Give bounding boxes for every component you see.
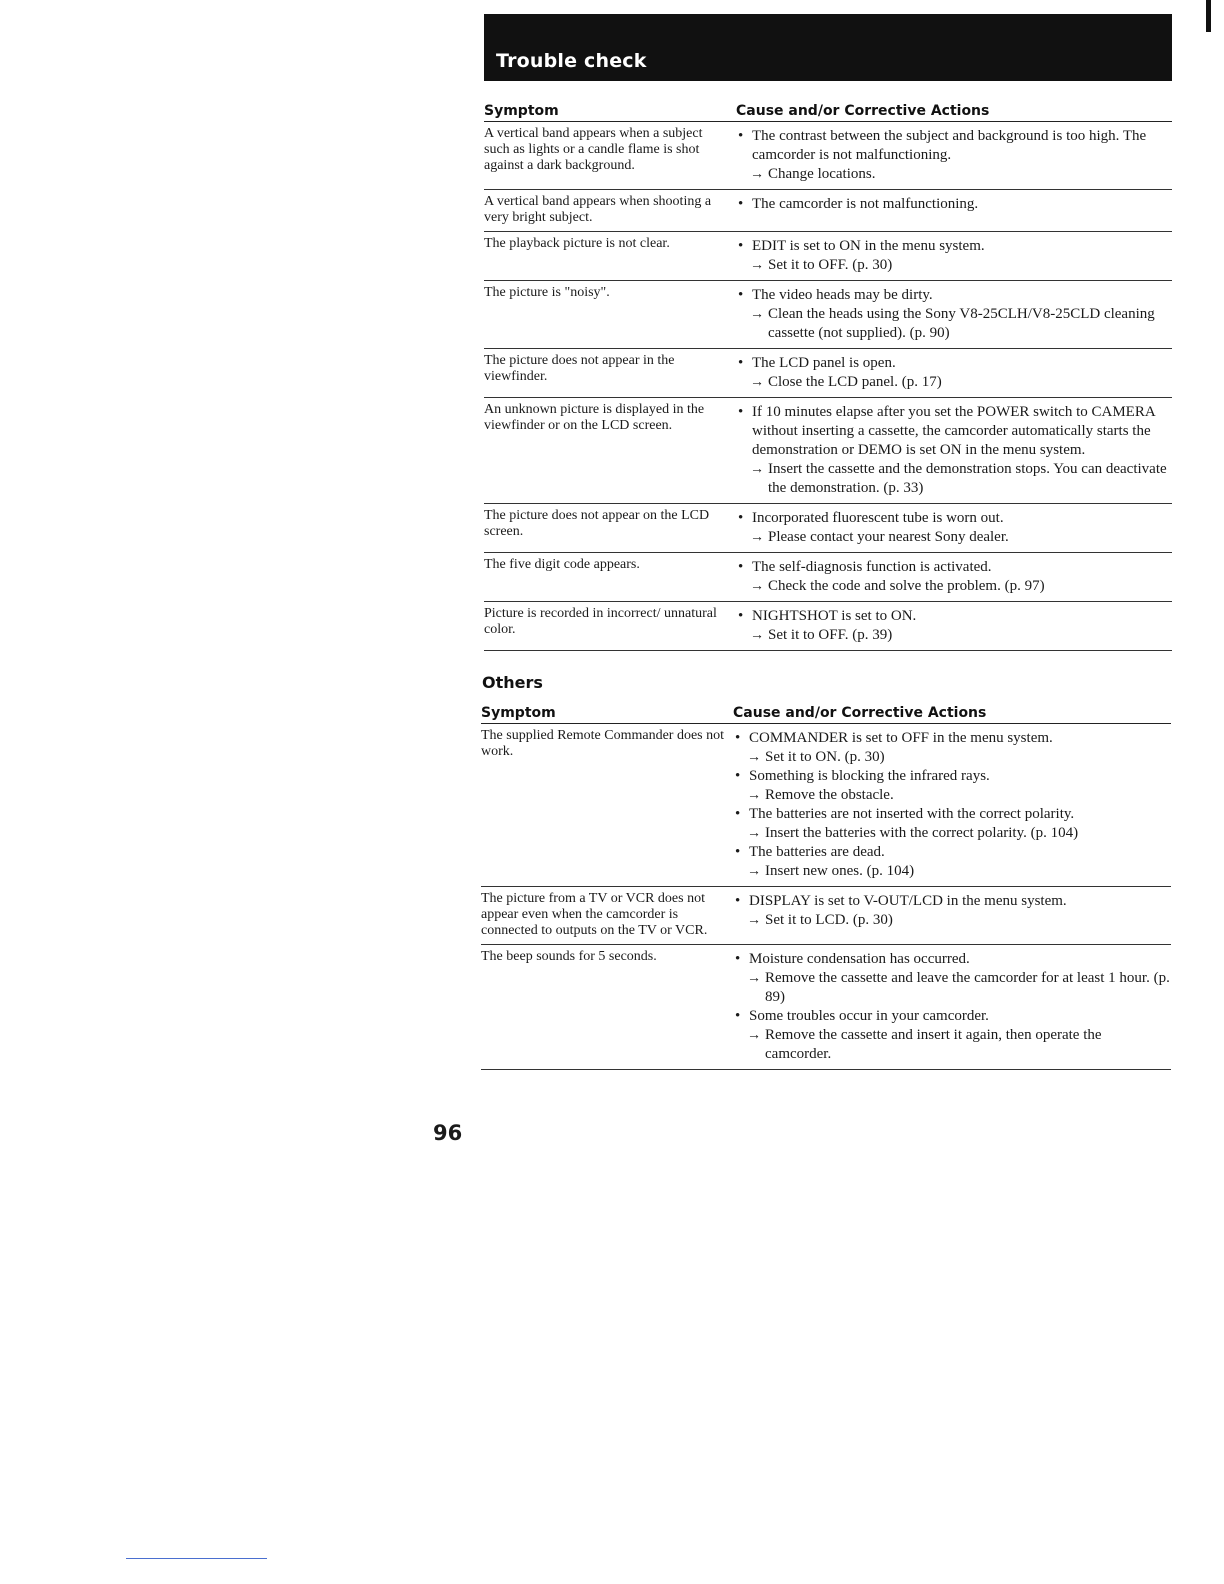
table-row: [481, 724, 1171, 887]
cause-item: • EDIT is set to ON in the menu system.: [736, 237, 1172, 256]
action-text: Close the LCD panel. (p. 17): [768, 374, 942, 390]
page-header-bar: [484, 14, 1172, 81]
cause-item: • Something is blocking the infrared rays.: [733, 767, 1171, 786]
symptom-cell: The playback picture is not clear.: [484, 236, 670, 251]
corrective-action: [736, 577, 1172, 596]
symptom-header: Symptom: [481, 705, 556, 721]
table-row: [481, 887, 1171, 945]
cause-header: Cause and/or Corrective Actions: [733, 705, 987, 721]
cause-item: • Some troubles occur in your camcorder.: [733, 1007, 1171, 1026]
arrow-right-icon: →: [750, 628, 764, 643]
corrective-action: [736, 626, 1172, 645]
arrow-right-icon: →: [750, 307, 764, 322]
action-text: Please contact your nearest Sony dealer.: [768, 529, 1009, 545]
table-row: [484, 232, 1172, 281]
table-row: [484, 602, 1172, 651]
arrow-right-icon: →: [750, 530, 764, 545]
table-row: [484, 281, 1172, 349]
table-header: [481, 705, 1171, 724]
arrow-right-icon: →: [747, 971, 761, 986]
cause-cell: [736, 508, 1172, 547]
cause-cell: [736, 126, 1172, 184]
cause-item: • The camcorder is not malfunctioning.: [736, 195, 1172, 214]
corrective-action: [736, 165, 1172, 184]
corrective-action: [733, 786, 1171, 805]
action-text: Set it to ON. (p. 30): [765, 749, 885, 765]
cause-item: • The batteries are not inserted with the correct polarity.: [733, 805, 1171, 824]
action-text: Check the code and solve the problem. (p. 97): [768, 578, 1045, 594]
cause-cell: [733, 949, 1171, 1064]
corrective-action: [736, 373, 1172, 392]
cause-cell: [733, 728, 1171, 881]
symptom-cell: The picture from a TV or VCR does not appear even when the camcorder is connected to outputs on the TV or VCR.: [481, 891, 708, 938]
cause-item: • Moisture condensation has occurred.: [733, 950, 1171, 969]
trouble-table-main: [484, 103, 1172, 651]
cause-item: • The self-diagnosis function is activated.: [736, 558, 1172, 577]
cause-item: • DISPLAY is set to V-OUT/LCD in the menu system.: [733, 892, 1171, 911]
cause-cell: [736, 236, 1172, 275]
cause-item: • The video heads may be dirty.: [736, 286, 1172, 305]
symptom-cell: Picture is recorded in incorrect/ unnatural color.: [484, 606, 717, 637]
cause-item: • COMMANDER is set to OFF in the menu system.: [733, 729, 1171, 748]
arrow-right-icon: →: [747, 913, 761, 928]
symptom-cell: A vertical band appears when a subject such as lights or a candle flame is shot against a dark background.: [484, 126, 703, 173]
arrow-right-icon: →: [747, 864, 761, 879]
corrective-action: [733, 862, 1171, 881]
action-text: Insert the cassette and the demonstration stops. You can deactivate the demonstration. (p. 33): [768, 461, 1167, 496]
action-text: Insert the batteries with the correct polarity. (p. 104): [765, 825, 1079, 841]
symptom-cell: The five digit code appears.: [484, 557, 640, 572]
cause-item: • Incorporated fluorescent tube is worn out.: [736, 509, 1172, 528]
table-body: [481, 724, 1171, 1070]
symptom-cell: The supplied Remote Commander does not work.: [481, 728, 725, 759]
table-body: [484, 122, 1172, 651]
corrective-action: [733, 824, 1171, 843]
arrow-right-icon: →: [750, 167, 764, 182]
action-text: Set it to OFF. (p. 30): [768, 257, 893, 273]
cause-cell: [736, 353, 1172, 392]
cause-item: • The LCD panel is open.: [736, 354, 1172, 373]
cause-header: Cause and/or Corrective Actions: [736, 103, 990, 119]
arrow-right-icon: →: [747, 788, 761, 803]
cause-cell: [736, 402, 1172, 498]
corrective-action: [733, 969, 1171, 1007]
arrow-right-icon: →: [747, 1028, 761, 1043]
cause-cell: [736, 285, 1172, 343]
table-row: [481, 945, 1171, 1070]
corrective-action: [736, 256, 1172, 275]
arrow-right-icon: →: [750, 579, 764, 594]
cause-cell: [736, 194, 1172, 226]
cause-item: • If 10 minutes elapse after you set the POWER switch to CAMERA without inserting a cassette, the camcorder automatically starts the demonstration or DEMO is set ON in the menu system.: [736, 403, 1172, 460]
page-number: 96: [433, 1121, 463, 1145]
table-row: [484, 398, 1172, 504]
footer-accent-line: [126, 1558, 267, 1559]
corrective-action: [733, 1026, 1171, 1064]
action-text: Set it to OFF. (p. 39): [768, 627, 893, 643]
cause-cell: [733, 891, 1171, 939]
symptom-cell: The picture does not appear on the LCD screen.: [484, 508, 710, 539]
page-title: Trouble check: [496, 50, 647, 72]
edge-index-tab: [1206, 0, 1211, 32]
action-text: Set it to LCD. (p. 30): [765, 912, 893, 928]
action-text: Change locations.: [768, 166, 876, 182]
arrow-right-icon: →: [747, 750, 761, 765]
corrective-action: [736, 305, 1172, 343]
cause-cell: [736, 606, 1172, 645]
table-row: [484, 553, 1172, 602]
arrow-right-icon: →: [747, 826, 761, 841]
table-row: [484, 190, 1172, 232]
action-text: Insert new ones. (p. 104): [765, 863, 915, 879]
arrow-right-icon: →: [750, 462, 764, 477]
table-row: [484, 349, 1172, 398]
action-text: Remove the cassette and insert it again, then operate the camcorder.: [765, 1027, 1102, 1062]
cause-item: • NIGHTSHOT is set to ON.: [736, 607, 1172, 626]
corrective-action: [733, 911, 1171, 930]
symptom-header: Symptom: [484, 103, 559, 119]
symptom-cell: The beep sounds for 5 seconds.: [481, 949, 657, 964]
symptom-cell: An unknown picture is displayed in the viewfinder or on the LCD screen.: [484, 402, 705, 433]
arrow-right-icon: →: [750, 375, 764, 390]
corrective-action: [733, 748, 1171, 767]
table-row: [484, 122, 1172, 190]
trouble-table-others: [481, 705, 1171, 1070]
cause-cell: [736, 557, 1172, 596]
symptom-cell: The picture does not appear in the viewfinder.: [484, 353, 675, 384]
arrow-right-icon: →: [750, 258, 764, 273]
section-title-others: Others: [482, 673, 543, 692]
corrective-action: [736, 528, 1172, 547]
cause-item: • The contrast between the subject and background is too high. The camcorder is not malfunctioning.: [736, 127, 1172, 165]
table-header: [484, 103, 1172, 122]
symptom-cell: A vertical band appears when shooting a very bright subject.: [484, 194, 712, 225]
corrective-action: [736, 460, 1172, 498]
action-text: Remove the cassette and leave the camcorder for at least 1 hour. (p. 89): [765, 970, 1170, 1005]
table-row: [484, 504, 1172, 553]
cause-item: • The batteries are dead.: [733, 843, 1171, 862]
symptom-cell: The picture is "noisy".: [484, 285, 610, 300]
action-text: Clean the heads using the Sony V8-25CLH/V8-25CLD cleaning cassette (not supplied). (p. 90): [768, 306, 1155, 341]
action-text: Remove the obstacle.: [765, 787, 894, 803]
